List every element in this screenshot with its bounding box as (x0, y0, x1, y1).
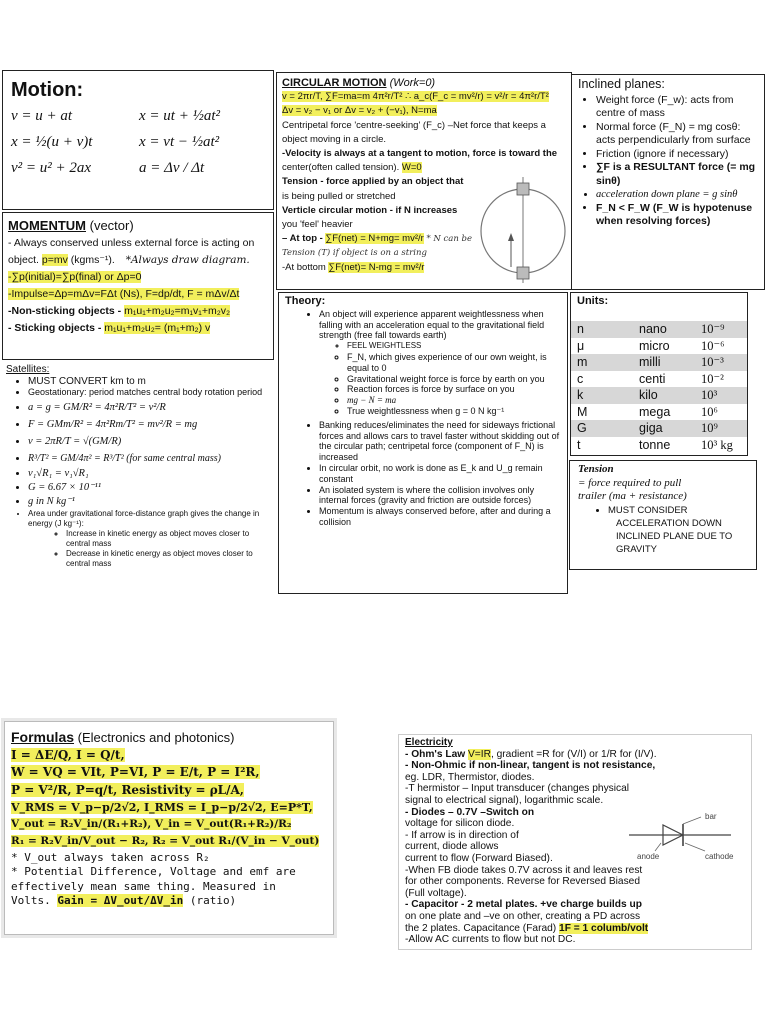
units-row (571, 404, 747, 421)
units-cell-sym: μ (577, 338, 585, 353)
electricity-line-15: on one plate and –ve on other, creating a PD across (405, 910, 641, 922)
formulas-panel (4, 721, 334, 935)
tension-note-4: GRAVITY (616, 543, 657, 555)
theory-isolated: • An isolated system is where the collision involves only internal forces (gravity and friction are outside forces) (319, 485, 561, 507)
sat-item-convert: • MUST CONVERT km to m (28, 376, 270, 388)
satellites-panel (2, 362, 274, 594)
momentum-heading (8, 217, 268, 235)
sat-item-f: • F = GMm/R² = 4π²Rm/T² = mv²/R = mg (28, 416, 270, 433)
satellites-title: Satellites: (6, 364, 50, 375)
tension-def-1: = force required to pull (578, 476, 682, 489)
units-row (571, 354, 747, 371)
units-cell-val: 10⁻⁶ (701, 338, 725, 353)
electricity-line-17: -Allow AC currents to flow but not DC. (405, 934, 576, 946)
tension-def-2: trailer (ma + resistance) (578, 490, 687, 502)
circular-line-4: object moving in a circle. (282, 133, 387, 145)
circular-line-6: center(often called tension). W=0 (282, 162, 422, 174)
inclined-item-acceleration: • acceleration down plane = g sinθ (596, 188, 758, 202)
units-table (571, 321, 747, 453)
units-cell-val: 10⁶ (701, 404, 718, 419)
formulas-line-5: V_out = R₂V_in/(R₁+R₂), V_in = V_out(R₁+R₂)/R₂ (11, 818, 292, 831)
units-title: Units: (577, 295, 609, 307)
sat-sub-increase: ◦ Increase in kinetic energy as object moves closer to central mass (66, 529, 270, 549)
electricity-line-12: for other components. Reverse for Reversed Biased (405, 876, 640, 888)
units-cell-name: nano (639, 322, 667, 336)
units-cell-sym: n (577, 322, 584, 336)
diode-label-anode: anode (637, 852, 660, 861)
formulas-line-3: P = V²/R, P=q/t, Resistivity = ρL/A, (11, 782, 244, 797)
momentum-subtitle: (vector) (89, 218, 134, 233)
formulas-line-2: W = VQ = VIt, P=VI, P = E/t, P = I²R, (11, 765, 260, 780)
motion-eq6: a = Δv / Δt (139, 160, 205, 176)
theory-momentum: • Momentum is always conserved before, after and during a collision (319, 506, 561, 528)
circular-line-5: -Velocity is always at a tangent to motion, force is toward the (282, 148, 558, 160)
units-row (571, 371, 747, 388)
vertical-circle-diagram (477, 169, 569, 287)
circular-line-3: Centripetal force 'centre-seeking' (F_c) –Net force that keeps a (282, 119, 546, 131)
sat-sub-decrease: ◦ Decrease in kinetic energy as object moves closer to central mass (66, 549, 270, 569)
formulas-note-pd-2: effectively mean same thing. Measured in (11, 879, 276, 893)
circular-line-8: is being pulled or stretched (282, 190, 396, 202)
sat-item-g-constant: • G = 6.67 × 10⁻¹¹ (28, 481, 270, 495)
momentum-line-1: - Always conserved unless external force is acting on (8, 237, 255, 249)
units-row (571, 420, 747, 437)
theory-sub-feel: ◦ FEEL WEIGHTLESS (347, 341, 561, 352)
units-row (571, 437, 747, 454)
tension-note-3: INCLINED PLANE DUE TO (616, 530, 733, 542)
electricity-title: Electricity (405, 737, 453, 748)
momentum-line-2: object. p=mv (kgms⁻¹). *Always draw diagram. (8, 254, 250, 266)
motion-eq1: v = u + at (11, 108, 73, 124)
inclined-title: Inclined planes: (578, 77, 665, 91)
sat-item-g-units: • g in N kg⁻¹ (28, 495, 270, 509)
sat-item-geostationary: • Geostationary: period matches central body rotation period (28, 387, 270, 399)
formulas-note-vout: * V_out always taken across R₂ (11, 850, 210, 864)
electricity-line-10: current to flow (Forward Biased). (405, 852, 553, 864)
sat-item-r3t2: • R³/T² = GM/4π² = R³/T² (for same central mass) (28, 450, 270, 467)
motion-eq4: x = vt − ½at² (139, 134, 220, 150)
momentum-line-3: -∑p(initial)=∑p(final) or Δp=0 (8, 271, 142, 283)
motion-title: Motion: (11, 79, 84, 101)
circular-line-1: v = 2πr/T, ∑F=ma=m 4π²r/T² ∴ a_c(F_c = mv²/r) = v²/r = 4π²r/T² (282, 91, 549, 103)
electricity-line-13: (Full voltage). (405, 887, 467, 899)
electricity-line-16: the 2 plates. Capacitance (Farad) 1F = 1 columb/volt (405, 922, 649, 934)
tension-note-2: ACCELERATION DOWN (616, 517, 722, 529)
units-cell-val: 10⁻³ (701, 355, 724, 369)
units-cell-name: kilo (639, 388, 658, 402)
tension-panel (569, 460, 757, 570)
theory-panel (278, 292, 568, 594)
circular-line-12: Tension (T) if object is on a string (282, 248, 427, 259)
formulas-line-4: V_RMS = V_p−p/2√2, I_RMS = I_p−p/2√2, E=P*T, (11, 800, 313, 814)
circular-line-2: Δv = v₂ − v₁ or Δv = v₂ + (−v₁), N=ma (282, 105, 437, 117)
units-cell-val: 10⁹ (701, 421, 718, 435)
electricity-line-9: current, diode allows (405, 841, 499, 853)
motion-panel (2, 70, 274, 210)
theory-banking: • Banking reduces/eliminates the need for sideways frictional forces and allows cars to travel faster without skidding out of the circular path; centripetal force (component of F_N) is increased (319, 420, 561, 463)
formulas-heading: Formulas (Electronics and photonics) (11, 729, 235, 745)
units-cell-sym: k (577, 388, 584, 402)
motion-eq3: x = ½(u + v)t (11, 134, 93, 150)
sat-item-area: • Area under gravitational force-distance graph gives the change in energy (J kg⁻¹): (28, 509, 270, 529)
theory-sub-fn: ◦ F_N, which gives experience of our own weight, is equal to 0 (347, 352, 561, 374)
units-cell-name: milli (639, 355, 661, 369)
theory-sub-true: ◦ True weightlessness when g = 0 N kg⁻¹ (347, 406, 561, 417)
theory-title: Theory: (285, 295, 326, 307)
diode-label-bar: bar (705, 812, 717, 821)
theory-sub-gravity: ◦ Gravitational weight force is force by earth on you (347, 374, 561, 385)
units-panel (570, 292, 748, 456)
units-cell-name: mega (639, 404, 671, 419)
units-cell-name: tonne (639, 437, 671, 452)
units-cell-val: 10⁻⁹ (701, 322, 725, 336)
formulas-line-6: R₁ = R₂V_in/V_out − R₂, R₂ = V_out R₁/(V_in − V_out) (11, 835, 320, 848)
momentum-line-6: - Sticking objects - m₁u₁+m₂u₂= (m₁+m₂) v (8, 322, 211, 334)
electricity-line-3: eg. LDR, Thermistor, diodes. (405, 771, 535, 783)
theory-sub-reaction: ◦ Reaction forces is force by surface on you (347, 384, 561, 395)
sat-item-v1r1: • v₁√R₁ = v₁√R₁ (28, 467, 270, 481)
inclined-item-resultant: • ∑F is a RESULTANT force (= mg sinθ) (596, 161, 758, 188)
electricity-line-5: signal to electrical signal), logarithmic scale. (405, 794, 604, 806)
electricity-ohm: - Ohm's Law V=IR, gradient =R for (V/I) or 1/R for (I/V). (405, 748, 657, 760)
sat-item-v: • v = 2πR/T = √(GM/R) (28, 433, 270, 450)
electricity-non-ohmic: - Non-Ohmic if non-linear, tangent is not resistance, (405, 760, 656, 772)
units-cell-name: giga (639, 421, 663, 435)
electricity-line-14: - Capacitor - 2 metal plates. +ve charge builds up (405, 899, 642, 911)
units-row (571, 338, 747, 355)
circular-motion-panel (276, 72, 572, 290)
diode-label-cathode: cathode (705, 852, 734, 861)
units-cell-val: 10⁻² (701, 371, 724, 386)
circular-line-9: Verticle circular motion - if N increases (282, 204, 458, 216)
circular-heading: CIRCULAR MOTION (Work=0) (282, 77, 436, 89)
sat-item-a: • a = g = GM/R² = 4π²R/T² = v²/R (28, 399, 270, 416)
units-cell-sym: m (577, 355, 588, 369)
circular-line-10: you 'feel' heavier (282, 219, 353, 231)
units-row (571, 387, 747, 404)
tension-title: Tension (578, 463, 614, 475)
units-cell-sym: G (577, 421, 587, 435)
formulas-note-pd-1: * Potential Difference, Voltage and emf are (11, 865, 296, 879)
circular-line-7: Tension - force applied by an object that (282, 176, 464, 188)
inclined-item-fn-fw: • F_N < F_W (F_W is hypotenuse when resolving forces) (596, 202, 758, 229)
units-cell-name: centi (639, 371, 666, 386)
theory-sub-mg-n: ◦ mg − N = ma (347, 395, 561, 406)
circular-line-13: -At bottom ∑F(net)= N-mg = mv²/r (282, 261, 425, 273)
electricity-line-11: -When FB diode takes 0.7V across it and leaves rest (405, 864, 643, 876)
units-cell-val: 10³ kg (701, 437, 733, 452)
momentum-panel (2, 212, 274, 360)
inclined-planes-panel (571, 74, 765, 290)
inclined-item-weight: • Weight force (F_w): acts from centre of mass (596, 94, 758, 121)
electricity-line-6: - Diodes – 0.7V –Switch on (405, 806, 535, 818)
momentum-line-4: -Impulse=Δp=mΔv=FΔt (Ns), F=dp/dt, F = mΔv/Δt (8, 288, 240, 300)
formulas-gain: Volts. Gain = ΔV_out/ΔV_in (ratio) (11, 894, 237, 908)
electricity-line-7: voltage for silicon diode. (405, 818, 515, 830)
motion-eq5: v² = u² + 2ax (11, 160, 92, 176)
units-row (571, 321, 747, 338)
theory-orbit: • In circular orbit, no work is done as E_k and U_g remain constant (319, 463, 561, 485)
units-cell-sym: M (577, 404, 588, 419)
electricity-line-8: - If arrow is in direction of (405, 829, 519, 841)
units-cell-sym: t (577, 437, 581, 452)
electricity-panel (398, 734, 752, 950)
momentum-line-5: -Non-sticking objects - m₁u₁+m₂u₂=m₁v₁+m₂v₂ (8, 305, 231, 317)
inclined-item-normal: • Normal force (F_N) = mg cosθ: acts perpendicularly from surface (596, 121, 758, 148)
units-cell-sym: c (577, 371, 584, 386)
momentum-title: MOMENTUM (8, 218, 86, 233)
motion-eq2: x = ut + ½at² (139, 108, 220, 124)
units-cell-name: micro (639, 338, 670, 353)
theory-weightlessness: • An object will experience apparent weightlessness when falling with an acceleration equal to the gravitational field strength (free fall towards earth) (319, 309, 561, 341)
circular-line-11: – At top - ∑F(net) = N+mg= mv²/r * N can be (282, 233, 473, 245)
tension-note: • MUST CONSIDER (608, 504, 748, 517)
units-cell-val: 10³ (701, 388, 718, 402)
electricity-line-4: -T hermistor – Input transducer (changes physical (405, 783, 630, 795)
formulas-line-1: I = ΔE/Q, I = Q/t, (11, 748, 125, 762)
inclined-item-friction: • Friction (ignore if necessary) (596, 148, 758, 162)
